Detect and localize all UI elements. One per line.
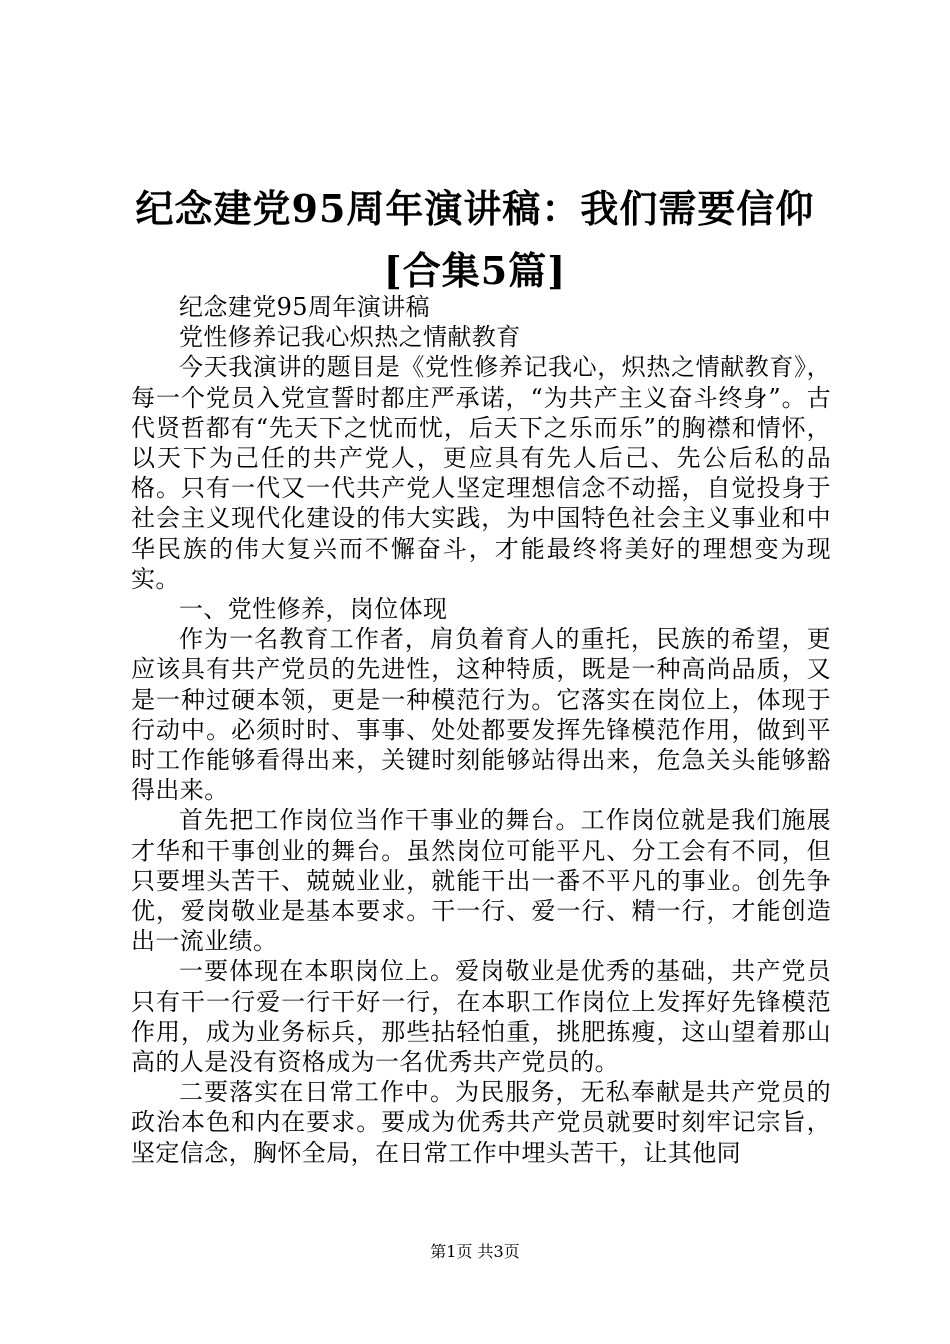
document-body	[131, 292, 831, 1168]
paragraph: 一要体现在本职岗位上。爱岗敬业是优秀的基础，共产党员只有干一行爱一行干好一行，在本职工作岗位上发挥好先锋模范作用，成为业务标兵，那些拈轻怕重，挑肥拣瘦，这山望着那山高的人是没有资格成为一名优秀共产党员的。	[131, 957, 831, 1077]
paragraph: 首先把工作岗位当作干事业的舞台。工作岗位就是我们施展才华和干事创业的舞台。虽然岗位可能平凡、分工会有不同，但只要埋头苦干、兢兢业业，就能干出一番不平凡的事业。创先争优，爱岗敬业是基本要求。干一行、爱一行、精一行，才能创造出一流业绩。	[131, 806, 831, 956]
document-title: 纪念建党95周年演讲稿：我们需要信仰[合集5篇]	[135, 186, 815, 293]
page-number-footer: 第1页 共3页	[430, 1242, 520, 1261]
paragraph: 二要落实在日常工作中。为民服务，无私奉献是共产党员的政治本色和内在要求。要成为优秀共产党员就要时刻牢记宗旨，坚定信念，胸怀全局，在日常工作中埋头苦干，让其他同	[131, 1078, 831, 1167]
paragraph-speech-title: 党性修养记我心炽热之情献教育	[179, 323, 521, 352]
paragraph-subtitle: 纪念建党95周年演讲稿	[179, 293, 430, 321]
paragraph: 作为一名教育工作者，肩负着育人的重托，民族的希望，更应该具有共产党员的先进性，这种特质，既是一种高尚品质，又是一种过硬本领，更是一种模范行为。它落实在岗位上，体现于行动中。必须时时、事事、处处都要发挥先锋模范作用，做到平时工作能够看得出来，关键时刻能够站得出来，危急关头能够豁得出来。	[131, 625, 831, 805]
paragraph-intro: 今天我演讲的题目是《党性修养记我心，炽热之情献教育》，每一个党员入党宣誓时都庄严承诺，“为共产主义奋斗终身”。古代贤哲都有“先天下之忧而忧，后天下之乐而乐”的胸襟和情怀，以天下为己任的共产党人，更应具有先人后己、先公后私的品格。只有一代又一代共产党人坚定理想信念不动摇，自觉投身于社会主义现代化建设的伟大实践，为中国特色社会主义事业和中华民族的伟大复兴而不懈奋斗，才能最终将美好的理想变为现实。	[131, 353, 831, 593]
section-heading: 一、党性修养，岗位体现	[179, 595, 448, 624]
